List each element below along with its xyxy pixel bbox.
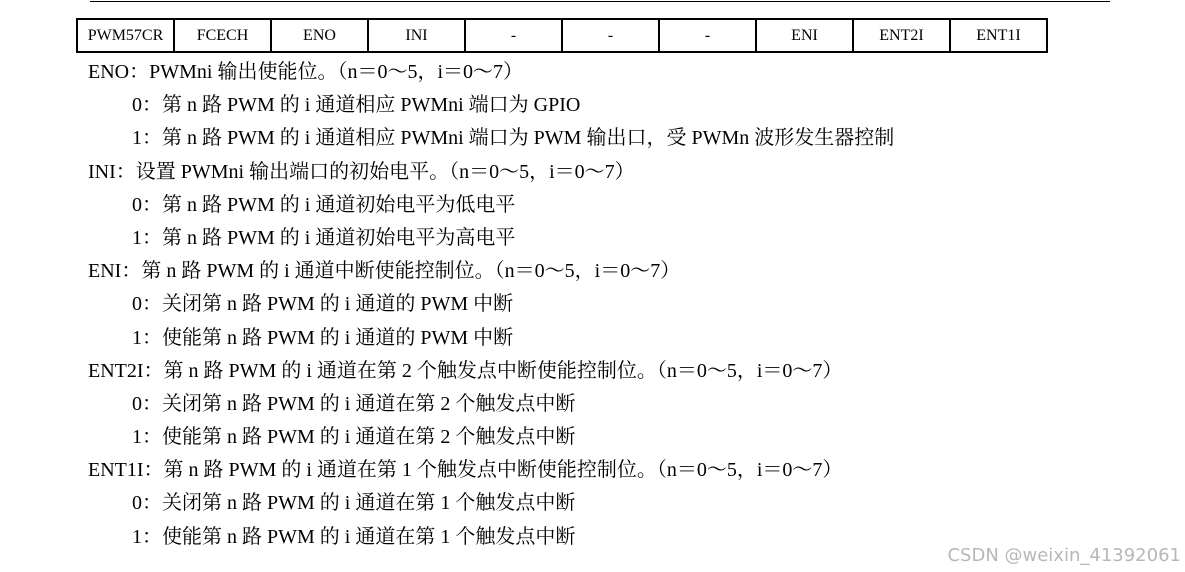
- ent1i-heading: ENT1I：第 n 路 PWM 的 i 通道在第 1 个触发点中断使能控制位。（n＝0～5，i＝0～7）: [88, 459, 843, 482]
- eni-heading: ENI：第 n 路 PWM 的 i 通道中断使能控制位。（n＝0～5，i＝0～7）: [88, 260, 681, 283]
- top-rule: [90, 1, 1110, 2]
- eni-option-0: 0：关闭第 n 路 PWM 的 i 通道的 PWM 中断: [132, 293, 514, 316]
- bit-cell-reserved: -: [465, 19, 562, 52]
- bit-cell-reserved: -: [562, 19, 659, 52]
- bit-cell-eno: ENO: [271, 19, 368, 52]
- ent1i-option-1: 1：使能第 n 路 PWM 的 i 通道在第 1 个触发点中断: [132, 525, 576, 548]
- register-bit-table: [76, 18, 1048, 53]
- ent2i-option-1: 1：使能第 n 路 PWM 的 i 通道在第 2 个触发点中断: [132, 426, 576, 449]
- ent1i-option-0: 0：关闭第 n 路 PWM 的 i 通道在第 1 个触发点中断: [132, 492, 576, 515]
- bit-cell-eni: ENI: [756, 19, 853, 52]
- ent2i-option-0: 0：关闭第 n 路 PWM 的 i 通道在第 2 个触发点中断: [132, 392, 576, 415]
- bit-descriptions: [88, 56, 1178, 554]
- watermark: CSDN @weixin_41392061: [947, 545, 1181, 566]
- bit-cell-pwm57cr: PWM57CR: [77, 19, 174, 52]
- bit-cell-ini: INI: [368, 19, 465, 52]
- eno-heading: ENO：PWMni 输出使能位。（n＝0～5，i＝0～7）: [88, 61, 523, 83]
- eno-option-1: 1：第 n 路 PWM 的 i 通道相应 PWMni 端口为 PWM 输出口，受 PWMn 波形发生器控制: [132, 127, 895, 150]
- register-bit-row: [77, 19, 1047, 52]
- bit-cell-fcech: FCECH: [174, 19, 271, 52]
- eno-option-0: 0：第 n 路 PWM 的 i 通道相应 PWMni 端口为 GPIO: [132, 94, 581, 117]
- eni-option-1: 1：使能第 n 路 PWM 的 i 通道的 PWM 中断: [132, 326, 514, 349]
- ini-option-0: 0：第 n 路 PWM 的 i 通道初始电平为低电平: [132, 193, 516, 216]
- ini-option-1: 1：第 n 路 PWM 的 i 通道初始电平为高电平: [132, 226, 516, 249]
- ent2i-heading: ENT2I：第 n 路 PWM 的 i 通道在第 2 个触发点中断使能控制位。（n＝0～5，i＝0～7）: [88, 359, 843, 382]
- bit-cell-ent2i: ENT2I: [853, 19, 950, 52]
- bit-cell-ent1i: ENT1I: [950, 19, 1047, 52]
- ini-heading: INI：设置 PWMni 输出端口的初始电平。（n＝0～5，i＝0～7）: [88, 160, 635, 183]
- bit-cell-reserved: -: [659, 19, 756, 52]
